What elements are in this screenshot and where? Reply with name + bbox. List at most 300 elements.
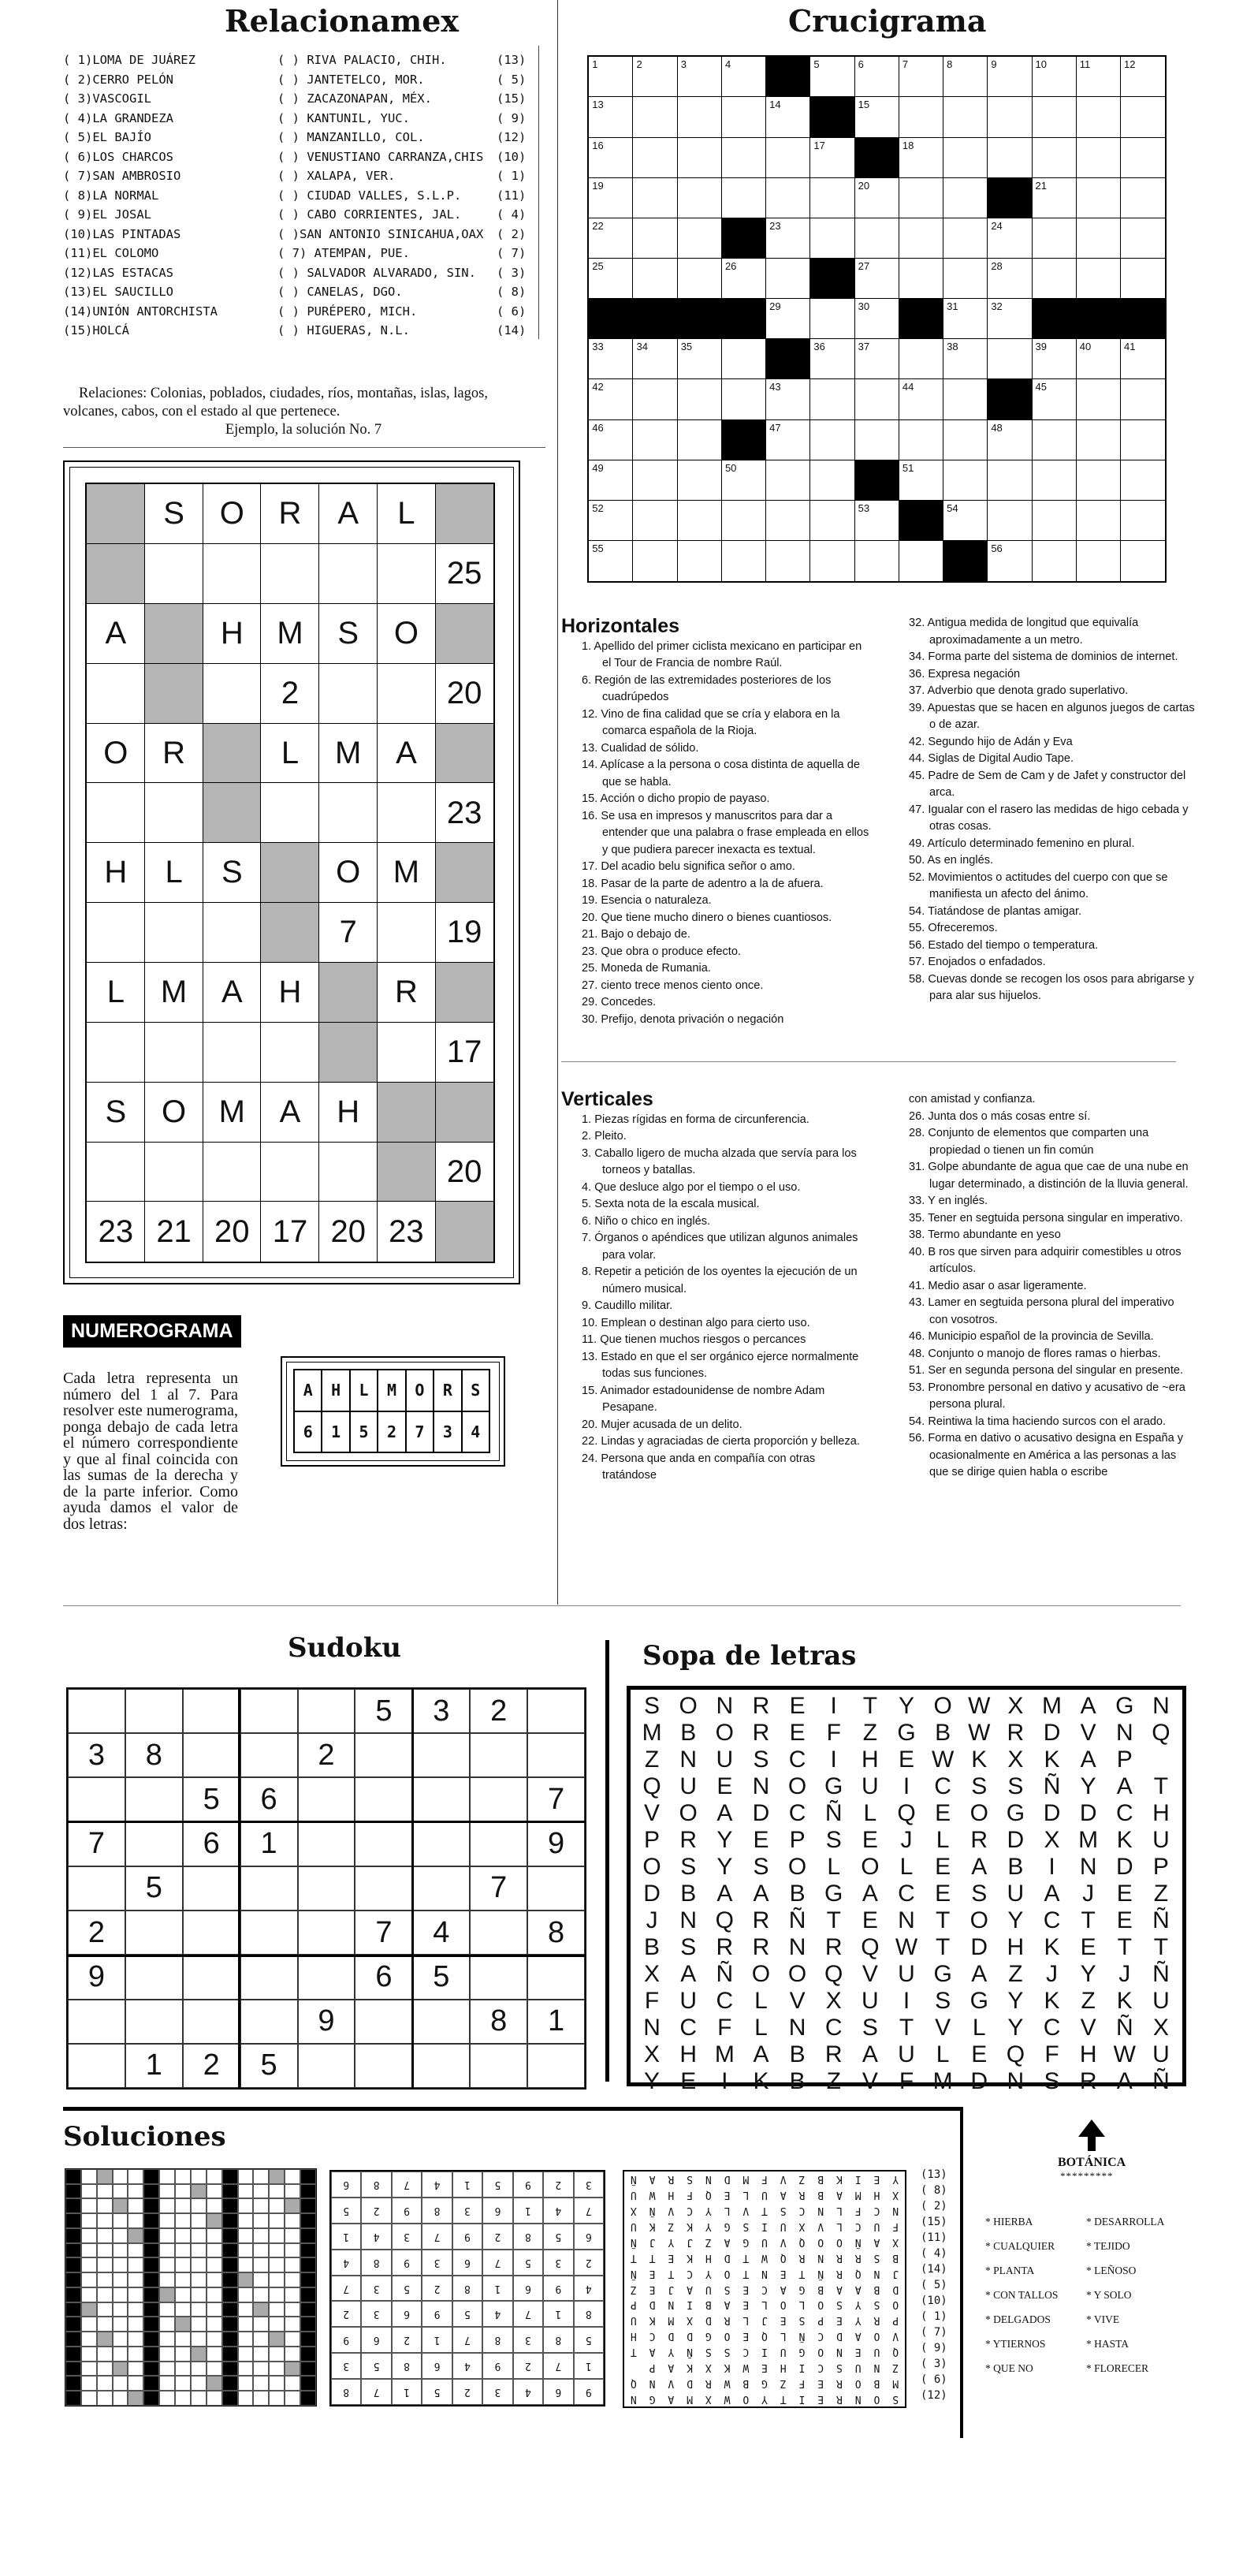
word-search-letter[interactable]: S [825, 1827, 842, 1853]
word-search-letter[interactable]: L [936, 2041, 950, 2067]
crossword-cell[interactable] [809, 378, 855, 420]
numerograma-cell[interactable] [203, 1142, 262, 1202]
word-search-letter[interactable]: S [935, 1988, 951, 2014]
word-search-letter[interactable]: E [680, 2068, 697, 2094]
sudoku-cell[interactable] [183, 2000, 240, 2044]
relacion-answer[interactable]: ( ) RIVA PALACIO, CHIH. [277, 53, 447, 67]
numerograma-cell[interactable] [377, 543, 436, 604]
crossword-cell[interactable] [721, 137, 767, 179]
sudoku-cell[interactable] [240, 1733, 298, 1777]
word-search-letter[interactable]: T [935, 1907, 951, 1933]
numerograma-cell[interactable]: H [260, 962, 319, 1023]
numerograma-cell[interactable] [86, 1022, 145, 1083]
numerograma-grid[interactable] [85, 483, 495, 1263]
relacion-answer[interactable]: ( 7) ATEMPAN, PUE. [277, 246, 410, 260]
sudoku-cell[interactable] [355, 1822, 412, 1866]
word-search-letter[interactable]: Z [826, 2068, 841, 2094]
crossword-cell[interactable] [765, 500, 811, 542]
numerograma-cell[interactable] [203, 543, 262, 604]
word-search-letter[interactable]: R [752, 1693, 770, 1719]
sudoku-cell[interactable]: 3 [412, 1689, 470, 1733]
numerograma-cell[interactable]: L [260, 723, 319, 784]
word-search-letter[interactable]: R [752, 1934, 770, 1960]
word-search-letter[interactable]: Q [715, 1907, 734, 1933]
crossword-cell[interactable]: 24 [987, 218, 1033, 259]
crossword-cell[interactable]: 47 [765, 419, 811, 461]
word-search-letter[interactable]: I [721, 2068, 728, 2094]
word-search-letter[interactable]: G [933, 1961, 952, 1987]
word-search-letter[interactable]: P [789, 1827, 806, 1853]
word-search-letter[interactable]: B [644, 1934, 661, 1960]
word-search-letter[interactable]: V [935, 2015, 951, 2041]
crossword-cell[interactable] [765, 540, 811, 582]
word-search-letter[interactable]: R [679, 1827, 698, 1853]
crossword-cell[interactable] [1120, 137, 1166, 179]
sudoku-cell[interactable] [412, 1822, 470, 1866]
word-search-letter[interactable]: N [1115, 1720, 1133, 1746]
numerograma-cell[interactable]: R [144, 723, 203, 784]
word-search-letter[interactable]: V [862, 2068, 878, 2094]
word-search-letter[interactable]: Z [1153, 1881, 1169, 1907]
word-search-letter[interactable]: D [1043, 1720, 1061, 1746]
crossword-cell[interactable] [632, 218, 678, 259]
word-search-letter[interactable]: B [680, 1881, 697, 1907]
numerograma-cell[interactable]: 25 [435, 543, 494, 604]
crossword-cell[interactable] [943, 460, 988, 501]
word-search-letter[interactable]: D [1115, 1854, 1133, 1880]
numerograma-cell[interactable]: S [144, 483, 203, 544]
word-search-letter[interactable]: M [1042, 1693, 1063, 1719]
word-search-letter[interactable]: X [1007, 1693, 1024, 1719]
word-search-letter[interactable]: V [644, 1800, 661, 1826]
word-search-letter[interactable]: Y [898, 1693, 914, 1719]
crossword-cell[interactable]: 6 [854, 56, 900, 98]
crossword-cell[interactable]: 9 [987, 56, 1033, 98]
crossword-cell[interactable]: 42 [588, 378, 634, 420]
word-search-letter[interactable]: R [1079, 2068, 1097, 2094]
word-search-letter[interactable]: M [1078, 1827, 1099, 1853]
word-search-letter[interactable]: C [934, 1773, 951, 1799]
crossword-cell[interactable]: 50 [721, 460, 767, 501]
sudoku-cell[interactable] [355, 1866, 412, 1911]
crossword-cell[interactable] [899, 540, 944, 582]
word-search-letter[interactable]: K [1044, 1988, 1060, 2014]
word-search-letter[interactable]: N [788, 1934, 806, 1960]
word-search-letter[interactable]: U [862, 1773, 879, 1799]
word-search-letter[interactable]: P [644, 1827, 661, 1853]
crossword-cell[interactable] [943, 419, 988, 461]
sudoku-cell[interactable] [527, 1866, 585, 1911]
crossword-cell[interactable] [1032, 218, 1077, 259]
numerograma-cell[interactable]: A [260, 1082, 319, 1143]
crossword-cell[interactable] [1032, 460, 1077, 501]
word-search-letter[interactable]: A [716, 1800, 733, 1826]
word-search-letter[interactable]: T [899, 2015, 914, 2041]
numerograma-cell[interactable] [318, 663, 378, 724]
word-search-letter[interactable]: O [679, 1800, 698, 1826]
crossword-cell[interactable] [1120, 378, 1166, 420]
crossword-cell[interactable] [1120, 96, 1166, 138]
word-search-letter[interactable]: Q [861, 1934, 880, 1960]
crossword-cell[interactable]: 4 [721, 56, 767, 98]
sudoku-cell[interactable] [355, 2044, 412, 2088]
word-search-letter[interactable]: W [1113, 2041, 1136, 2067]
word-search-letter[interactable]: Ñ [1152, 1907, 1170, 1933]
crossword-cell[interactable]: 14 [765, 96, 811, 138]
crossword-cell[interactable] [987, 338, 1033, 380]
crossword-cell[interactable] [943, 137, 988, 179]
numerograma-cell[interactable] [260, 543, 319, 604]
word-search-letter[interactable]: T [1081, 1907, 1096, 1933]
crossword-cell[interactable]: 39 [1032, 338, 1077, 380]
relacion-answer[interactable]: ( ) CANELAS, DGO. [277, 285, 403, 299]
word-search-letter[interactable]: Z [644, 1747, 660, 1773]
word-search-letter[interactable]: Y [1080, 1773, 1096, 1799]
sudoku-cell[interactable] [412, 1777, 470, 1821]
word-search-letter[interactable]: Y [1007, 2015, 1024, 2041]
word-search-letter[interactable]: M [714, 2041, 735, 2067]
word-search-letter[interactable]: C [716, 1988, 734, 2014]
numerograma-cell[interactable] [203, 1022, 262, 1083]
sudoku-cell[interactable] [125, 1777, 183, 1821]
word-search-letter[interactable]: L [827, 1854, 841, 1880]
word-search-letter[interactable]: S [753, 1747, 769, 1773]
word-search-letter[interactable]: U [862, 1988, 879, 2014]
word-search-letter[interactable]: K [1116, 1827, 1133, 1853]
sudoku-cell[interactable]: 7 [355, 1911, 412, 1955]
word-search-letter[interactable]: A [971, 1961, 988, 1987]
sudoku-cell[interactable] [183, 1866, 240, 1911]
sudoku-cell[interactable] [527, 1689, 585, 1733]
numerograma-cell[interactable] [86, 663, 145, 724]
word-search-letter[interactable]: Q [642, 1773, 661, 1799]
word-search-letter[interactable]: S [862, 2015, 878, 2041]
numerograma-cell[interactable]: M [260, 603, 319, 664]
crossword-cell[interactable] [854, 378, 900, 420]
word-search-letter[interactable]: B [789, 2068, 806, 2094]
word-search-letter[interactable]: Y [1007, 1988, 1024, 2014]
numerograma-cell[interactable]: L [377, 483, 436, 544]
crossword-cell[interactable]: 45 [1032, 378, 1077, 420]
word-search-letter[interactable]: L [972, 2015, 986, 2041]
crossword-cell[interactable] [1120, 419, 1166, 461]
word-search-letter[interactable]: C [898, 1881, 915, 1907]
numerograma-cell[interactable]: L [86, 962, 145, 1023]
numerograma-cell[interactable]: A [86, 603, 145, 664]
sudoku-cell[interactable] [68, 2044, 125, 2088]
word-search-letter[interactable]: S [971, 1773, 988, 1799]
crossword-cell[interactable] [1076, 540, 1122, 582]
word-search-letter[interactable]: S [971, 1881, 988, 1907]
word-search-letter[interactable]: Y [1080, 1961, 1096, 1987]
relacion-answer[interactable]: ( ) HIGUERAS, N.L. [277, 323, 410, 337]
numerograma-cell[interactable]: 20 [435, 663, 494, 724]
word-search-letter[interactable]: Ñ [1152, 1961, 1170, 1987]
word-search-letter[interactable]: L [863, 1800, 877, 1826]
crossword-cell[interactable] [721, 96, 767, 138]
word-search-letter[interactable]: H [1152, 1800, 1170, 1826]
word-search-letter[interactable]: O [787, 1961, 807, 1987]
word-search-letter[interactable]: C [679, 2015, 698, 2041]
word-search-letter[interactable]: F [644, 1988, 660, 2014]
crossword-cell[interactable] [809, 419, 855, 461]
sudoku-cell[interactable]: 6 [355, 1955, 412, 1999]
relacion-answer[interactable]: ( ) PURÉPERO, MICH. [277, 304, 418, 319]
sudoku-cell[interactable] [298, 1955, 355, 1999]
sudoku-cell[interactable]: 6 [240, 1777, 298, 1821]
word-search-letter[interactable]: T [1117, 1934, 1132, 1960]
crossword-cell[interactable]: 17 [809, 137, 855, 179]
sudoku-cell[interactable]: 8 [125, 1733, 183, 1777]
crossword-cell[interactable]: 55 [588, 540, 634, 582]
word-search-letter[interactable]: V [862, 1961, 878, 1987]
sudoku-cell[interactable]: 9 [298, 2000, 355, 2044]
numerograma-cell[interactable]: O [203, 483, 262, 544]
sudoku-cell[interactable]: 3 [68, 1733, 125, 1777]
word-search-letter[interactable]: Z [862, 1720, 878, 1746]
sudoku-cell[interactable]: 4 [412, 1911, 470, 1955]
crossword-cell[interactable] [632, 540, 678, 582]
relacion-answer[interactable]: ( ) KANTUNIL, YUC. [277, 110, 410, 125]
word-search-letter[interactable]: R [970, 1827, 988, 1853]
word-search-letter[interactable]: S [1044, 2068, 1060, 2094]
word-search-letter[interactable]: E [935, 1800, 951, 1826]
sudoku-cell[interactable] [470, 1733, 527, 1777]
crossword-cell[interactable]: 16 [588, 137, 634, 179]
crossword-cell[interactable]: 54 [943, 500, 988, 542]
numerograma-cell[interactable]: M [377, 842, 436, 903]
crossword-cell[interactable]: 41 [1120, 338, 1166, 380]
numerograma-cell[interactable]: A [377, 723, 436, 784]
word-search-letter[interactable]: A [1116, 2068, 1133, 2094]
numerograma-cell[interactable]: M [144, 962, 203, 1023]
word-search-letter[interactable]: U [679, 1773, 698, 1799]
numerograma-cell[interactable]: H [86, 842, 145, 903]
crossword-cell[interactable] [721, 540, 767, 582]
crossword-cell[interactable]: 27 [854, 258, 900, 300]
crossword-cell[interactable] [943, 96, 988, 138]
word-search-letter[interactable]: M [932, 2068, 953, 2094]
word-search-letter[interactable]: N [679, 1907, 698, 1933]
word-search-letter[interactable]: Q [1152, 1720, 1170, 1746]
numerograma-cell[interactable] [377, 1022, 436, 1083]
word-search-letter[interactable]: Y [1007, 1907, 1024, 1933]
crossword-cell[interactable] [677, 96, 723, 138]
numerograma-cell[interactable]: 23 [377, 1201, 436, 1262]
word-search-letter[interactable]: O [969, 1800, 988, 1826]
word-search-letter[interactable]: O [969, 1907, 988, 1933]
crossword-cell[interactable] [1120, 540, 1166, 582]
word-search-letter[interactable]: C [1115, 1800, 1133, 1826]
sudoku-cell[interactable] [125, 1955, 183, 1999]
word-search-letter[interactable]: G [897, 1720, 916, 1746]
word-search-letter[interactable]: S [644, 1693, 661, 1719]
word-search-letter[interactable]: B [789, 2041, 806, 2067]
sudoku-cell[interactable] [183, 1689, 240, 1733]
crossword-cell[interactable]: 23 [765, 218, 811, 259]
crossword-cell[interactable] [1120, 500, 1166, 542]
numerograma-cell[interactable]: 17 [435, 1022, 494, 1083]
sudoku-cell[interactable]: 2 [470, 1689, 527, 1733]
numerograma-cell[interactable] [144, 1022, 203, 1083]
word-search-letter[interactable] [1143, 1747, 1179, 1773]
crossword-cell[interactable]: 33 [588, 338, 634, 380]
numerograma-cell[interactable]: 20 [203, 1201, 262, 1262]
relacion-answer[interactable]: ( ) CIUDAD VALLES, S.L.P. [277, 188, 462, 203]
numerograma-cell[interactable]: R [377, 962, 436, 1023]
word-search-letter[interactable]: B [935, 1720, 951, 1746]
word-search-letter[interactable]: N [679, 1747, 698, 1773]
crossword-cell[interactable] [721, 500, 767, 542]
crossword-cell[interactable] [1076, 177, 1122, 219]
sudoku-cell[interactable] [412, 2000, 470, 2044]
numerograma-cell[interactable]: O [318, 842, 378, 903]
relacion-answer[interactable]: ( ) MANZANILLO, COL. [277, 130, 425, 144]
sudoku-cell[interactable] [240, 2000, 298, 2044]
word-search-letter[interactable]: E [753, 1827, 769, 1853]
crossword-cell[interactable]: 3 [677, 56, 723, 98]
crossword-cell[interactable]: 37 [854, 338, 900, 380]
crossword-cell[interactable] [899, 96, 944, 138]
crossword-cell[interactable] [1076, 419, 1122, 461]
crossword-cell[interactable]: 21 [1032, 177, 1077, 219]
crossword-cell[interactable] [677, 218, 723, 259]
crossword-cell[interactable]: 22 [588, 218, 634, 259]
crossword-cell[interactable] [677, 460, 723, 501]
word-search-letter[interactable]: N [788, 2015, 806, 2041]
sudoku-cell[interactable] [125, 1822, 183, 1866]
relacion-answer[interactable]: ( ) JANTETELCO, MOR. [277, 72, 425, 87]
crossword-cell[interactable]: 30 [854, 298, 900, 340]
sudoku-cell[interactable]: 7 [470, 1866, 527, 1911]
crossword-cell[interactable]: 2 [632, 56, 678, 98]
word-search-letter[interactable]: V [1080, 2015, 1096, 2041]
word-search-letter[interactable]: T [1153, 1773, 1169, 1799]
crossword-cell[interactable]: 49 [588, 460, 634, 501]
sudoku-cell[interactable]: 2 [68, 1911, 125, 1955]
sudoku-cell[interactable] [470, 1955, 527, 1999]
word-search-letter[interactable]: J [1118, 1961, 1131, 1987]
sudoku-cell[interactable] [298, 1911, 355, 1955]
crossword-cell[interactable] [721, 177, 767, 219]
crossword-cell[interactable] [809, 540, 855, 582]
word-search-letter[interactable]: R [1007, 1720, 1025, 1746]
crossword-cell[interactable]: 51 [899, 460, 944, 501]
sudoku-cell[interactable]: 5 [240, 2044, 298, 2088]
sudoku-cell[interactable] [298, 1822, 355, 1866]
crossword-cell[interactable]: 52 [588, 500, 634, 542]
word-search-letter[interactable]: J [1046, 1961, 1059, 1987]
crossword-cell[interactable]: 43 [765, 378, 811, 420]
word-search-letter[interactable]: R [716, 1934, 734, 1960]
numerograma-cell[interactable]: 21 [144, 1201, 203, 1262]
numerograma-cell[interactable]: 19 [435, 902, 494, 963]
numerograma-cell[interactable] [203, 663, 262, 724]
crossword-cell[interactable] [632, 419, 678, 461]
word-search-letter[interactable]: D [643, 1881, 661, 1907]
sudoku-cell[interactable] [470, 1911, 527, 1955]
crossword-cell[interactable] [987, 96, 1033, 138]
crossword-cell[interactable] [765, 137, 811, 179]
crossword-cell[interactable] [1076, 460, 1122, 501]
numerograma-cell[interactable]: M [318, 723, 378, 784]
numerograma-cell[interactable] [144, 543, 203, 604]
numerograma-cell[interactable] [377, 663, 436, 724]
word-search-letter[interactable]: W [968, 1720, 991, 1746]
word-search-letter[interactable]: U [1152, 1827, 1170, 1853]
crossword-cell[interactable] [677, 177, 723, 219]
word-search-letter[interactable]: Q [1006, 2041, 1025, 2067]
word-search-letter[interactable]: X [1152, 2015, 1169, 2041]
numerograma-cell[interactable] [260, 1022, 319, 1083]
word-search-letter[interactable]: H [862, 1747, 879, 1773]
sudoku-cell[interactable] [355, 1733, 412, 1777]
sudoku-cell[interactable] [412, 1866, 470, 1911]
word-search-letter[interactable]: G [969, 1988, 988, 2014]
word-search-letter[interactable]: T [935, 1934, 951, 1960]
word-search-letter[interactable]: R [752, 1720, 770, 1746]
word-search-letter[interactable]: A [1044, 1881, 1060, 1907]
word-search-letter[interactable]: X [825, 1988, 842, 2014]
word-search-letter[interactable]: A [1116, 1773, 1133, 1799]
crossword-cell[interactable]: 13 [588, 96, 634, 138]
word-search-letter[interactable]: Ñ [1043, 1773, 1061, 1799]
crossword-cell[interactable] [632, 378, 678, 420]
word-search-letter[interactable]: W [895, 1934, 918, 1960]
word-search-letter[interactable]: H [1079, 2041, 1097, 2067]
word-search-letter[interactable]: E [789, 1693, 806, 1719]
word-search-letter[interactable]: E [1116, 1907, 1133, 1933]
crossword-cell[interactable]: 12 [1120, 56, 1166, 98]
word-search-letter[interactable]: Q [824, 1961, 843, 1987]
word-search-letter[interactable]: D [970, 2068, 988, 2094]
word-search-letter[interactable]: O [679, 1693, 698, 1719]
numerograma-cell[interactable] [144, 902, 203, 963]
word-search-letter[interactable]: N [716, 1693, 734, 1719]
word-search-letter[interactable]: E [898, 1747, 914, 1773]
crossword-cell[interactable]: 56 [987, 540, 1033, 582]
relacion-answer[interactable]: ( ) VENUSTIANO CARRANZA,CHIS [277, 149, 484, 164]
word-search-letter[interactable]: Q [897, 1800, 916, 1826]
sudoku-cell[interactable] [183, 1955, 240, 1999]
word-search-letter[interactable]: Ñ [716, 1961, 734, 1987]
numerograma-cell[interactable]: O [377, 603, 436, 664]
crossword-cell[interactable] [987, 137, 1033, 179]
crossword-cell[interactable] [899, 177, 944, 219]
sudoku-cell[interactable] [470, 1777, 527, 1821]
numerograma-cell[interactable]: 23 [435, 782, 494, 843]
word-search-letter[interactable]: S [680, 1934, 697, 1960]
sudoku-cell[interactable]: 2 [298, 1733, 355, 1777]
sudoku-cell[interactable]: 7 [68, 1822, 125, 1866]
sudoku-cell[interactable] [125, 2000, 183, 2044]
word-search-letter[interactable]: L [754, 1988, 768, 2014]
word-search-letter[interactable]: J [646, 1907, 658, 1933]
sudoku-cell[interactable] [183, 1733, 240, 1777]
word-search-letter[interactable]: X [1007, 1747, 1024, 1773]
word-search-letter[interactable]: S [753, 1854, 769, 1880]
word-search-letter[interactable]: F [717, 2015, 732, 2041]
word-search-letter[interactable]: I [830, 1747, 837, 1773]
word-search-letter[interactable]: P [1152, 1854, 1169, 1880]
crossword-cell[interactable]: 15 [854, 96, 900, 138]
word-search-letter[interactable]: W [931, 1747, 955, 1773]
sudoku-cell[interactable]: 1 [527, 2000, 585, 2044]
sudoku-cell[interactable] [470, 2044, 527, 2088]
relacion-answer[interactable]: ( ) CABO CORRIENTES, JAL. [277, 207, 462, 222]
crossword-cell[interactable]: 34 [632, 338, 678, 380]
word-search-letter[interactable]: O [715, 1720, 734, 1746]
